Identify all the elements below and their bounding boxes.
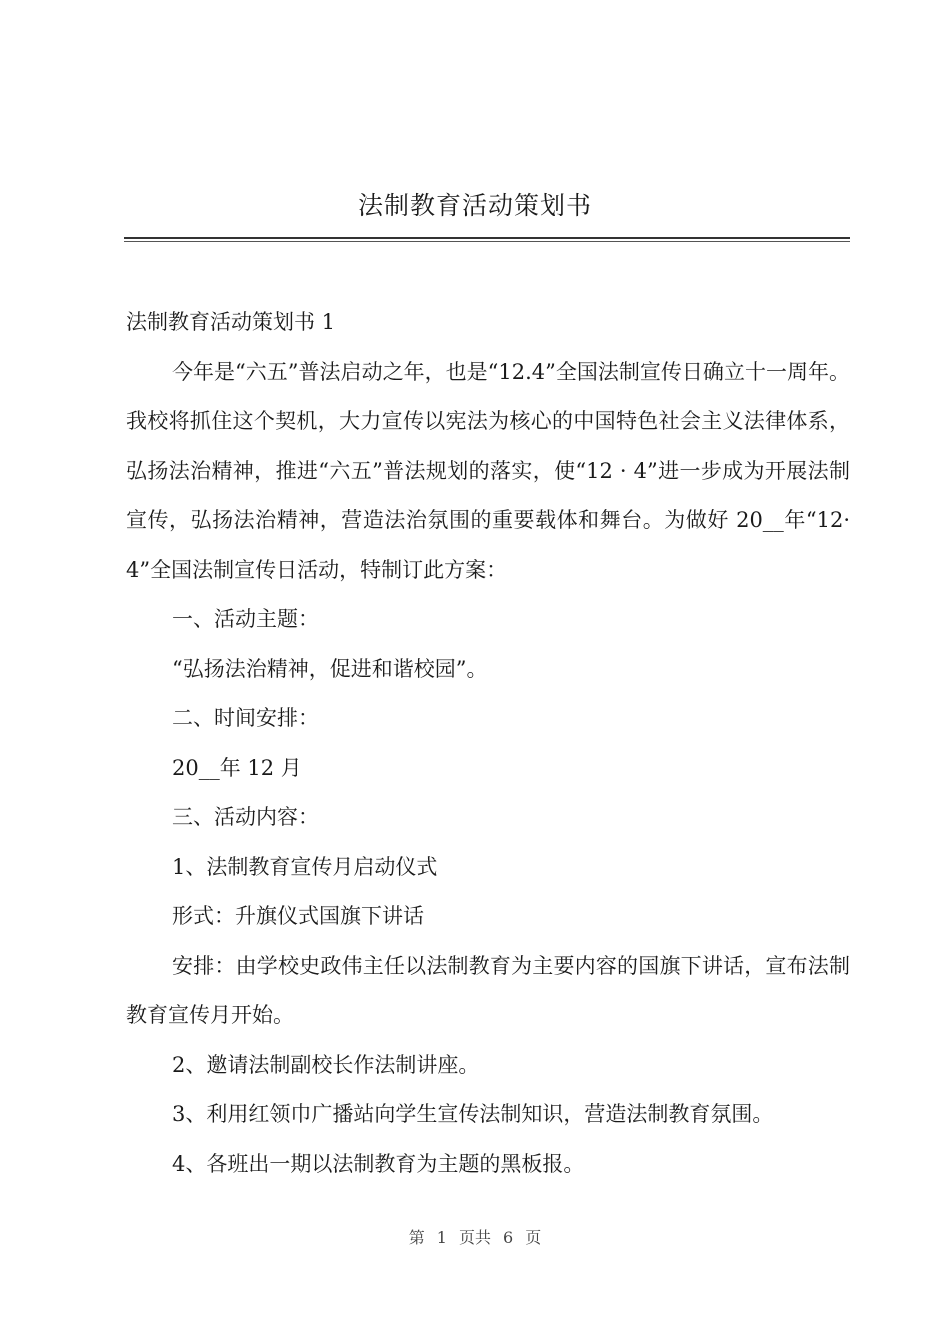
section-heading: 法制教育活动策划书 1 bbox=[126, 310, 336, 334]
content-item-1: 1、法制教育宣传月启动仪式 bbox=[172, 854, 438, 879]
footer-page-prefix: 第 bbox=[408, 1228, 425, 1247]
footer-total-pages: 6 bbox=[503, 1228, 514, 1247]
footer-page-number: 1 bbox=[436, 1228, 447, 1247]
content-arrangement: 安排：由学校史政伟主任以法制教育为主要内容的国旗下讲话，宣布法制教育宣传月开始。 bbox=[126, 953, 850, 1027]
heading-theme: 一、活动主题： bbox=[172, 607, 319, 631]
content-item-4: 4、各班出一期以法制教育为主题的黑板报。 bbox=[172, 1151, 585, 1176]
title-divider-secondary bbox=[124, 241, 850, 242]
heading-content: 三、活动内容： bbox=[172, 805, 319, 829]
intro-paragraph: 今年是“六五”普法启动之年，也是“12.4”全国法制宣传日确立十一周年。我校将抓住这个契机，大力宣传以宪法为核心的中国特色社会主义法律体系，弘扬法治精神，推进“六五”普法规划的落实，使“12 · 4”进一步成为开展法制宣传，弘扬法治精神，营造法治氛围的重要载体和舞台。为做好 20__年“12· 4”全国法制宣传日活动，特制订此方案： bbox=[126, 359, 850, 582]
content-item-3: 3、利用红领巾广播站向学生宣传法制知识，营造法制教育氛围。 bbox=[172, 1102, 774, 1126]
page-footer bbox=[0, 1224, 950, 1252]
document-title: 法制教育活动策划书 bbox=[357, 191, 592, 220]
footer-page-middle: 页共 bbox=[458, 1228, 491, 1247]
document-body bbox=[126, 298, 850, 1189]
content-item-2: 2、邀请法制副校长作法制讲座。 bbox=[172, 1052, 480, 1077]
title-divider bbox=[124, 237, 850, 239]
footer-page-suffix: 页 bbox=[525, 1228, 542, 1247]
schedule-text: 20__年 12 月 bbox=[172, 755, 302, 780]
heading-schedule: 二、时间安排： bbox=[172, 706, 319, 730]
theme-text: “弘扬法治精神，促进和谐校园”。 bbox=[172, 656, 488, 681]
content-form: 形式：升旗仪式国旗下讲话 bbox=[172, 904, 424, 928]
